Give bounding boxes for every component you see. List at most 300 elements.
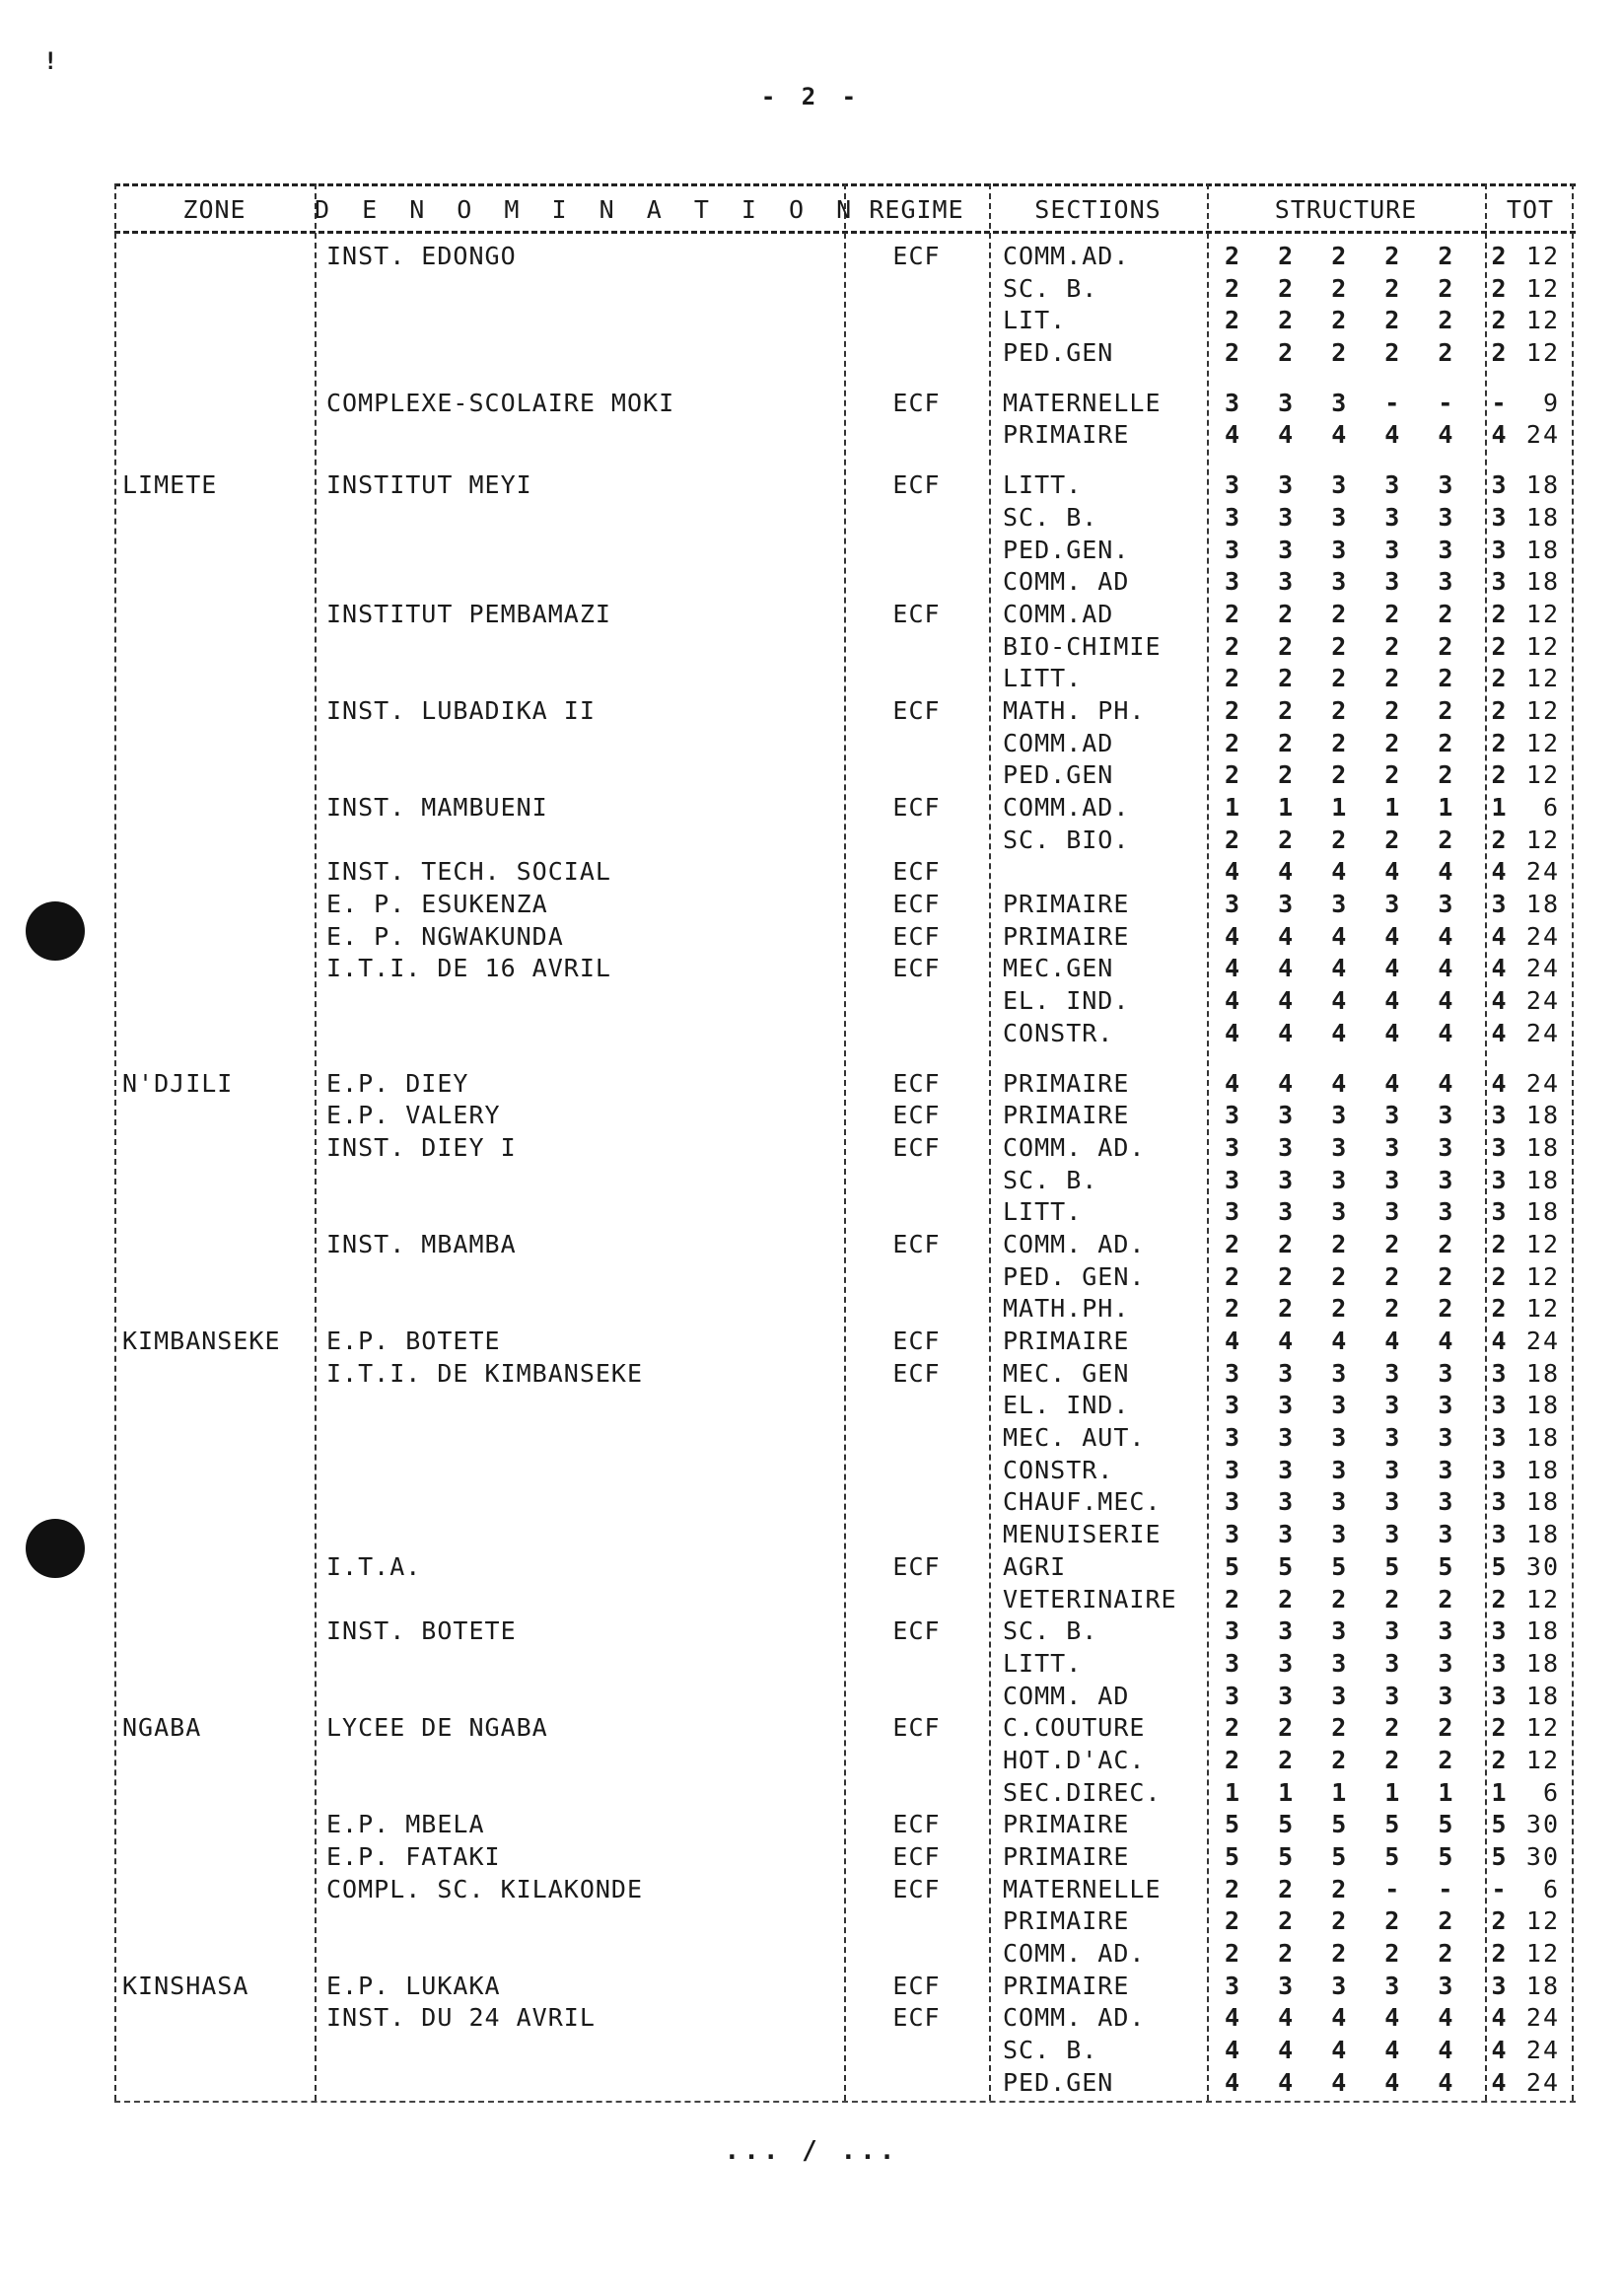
structure-cell: 3 3 3 3 3 3 (1225, 1132, 1518, 1162)
table-row (114, 631, 1576, 664)
section-cell: SC. B. (1003, 273, 1098, 303)
total-cell: 12 (1525, 728, 1560, 757)
denomination-cell: INSTITUT PEMBAMAZI (326, 599, 611, 628)
total-cell: 24 (1525, 2003, 1560, 2033)
denomination-cell (315, 502, 844, 535)
section-cell: COMM. AD (1003, 1681, 1130, 1710)
punch-hole-upper (26, 901, 85, 961)
total-cell: 18 (1525, 567, 1560, 597)
regime-cell: ECF (892, 1616, 941, 1646)
zone-cell (114, 1358, 315, 1391)
total-cell: 24 (1525, 2067, 1560, 2097)
structure-cell: 4 4 4 4 4 4 (1225, 2067, 1518, 2097)
section-cell: MATH. PH. (1003, 695, 1146, 725)
regime-cell: ECF (892, 921, 941, 951)
total-cell: 24 (1525, 921, 1560, 951)
header-denomination: D E N O M I N A T I O N (315, 194, 861, 224)
total-cell: 12 (1525, 306, 1560, 335)
structure-cell: 4 4 4 4 4 4 (1225, 857, 1518, 887)
total-cell: 24 (1525, 857, 1560, 887)
section-cell: SC. B. (1003, 2036, 1098, 2065)
zone-cell (114, 631, 315, 664)
zone-cell (114, 1584, 315, 1616)
regime-cell (844, 305, 989, 337)
zone-cell (114, 921, 315, 954)
denomination-cell: INST. LUBADIKA II (326, 695, 596, 725)
section-cell: COMM.AD (1003, 599, 1114, 628)
zone-cell (114, 1841, 315, 1874)
table-row (114, 953, 1576, 985)
denomination-cell (315, 728, 844, 760)
table-row (114, 1132, 1576, 1165)
total-cell: 18 (1525, 1648, 1560, 1678)
total-cell: 18 (1525, 1423, 1560, 1453)
regime-cell (844, 1519, 989, 1551)
regime-cell (844, 1455, 989, 1487)
table-row (114, 1165, 1576, 1197)
structure-cell: 3 3 3 3 3 3 (1225, 1197, 1518, 1227)
zone-cell (114, 663, 315, 695)
denomination-cell (315, 1165, 844, 1197)
regime-cell (844, 1745, 989, 1777)
section-cell: COMM.AD. (1003, 793, 1130, 822)
table-row (114, 1293, 1576, 1326)
denomination-cell: INSTITUT MEYI (326, 470, 532, 500)
denomination-cell (315, 419, 844, 452)
total-cell: 12 (1525, 242, 1560, 270)
section-cell: PRIMAIRE (1003, 1101, 1130, 1130)
structure-cell: 5 5 5 5 5 5 (1225, 1810, 1518, 1839)
denomination-cell: E.P. MBELA (326, 1810, 485, 1839)
section-cell (989, 856, 1207, 889)
denomination-cell: E.P. LUKAKA (326, 1971, 501, 2000)
total-cell: 18 (1525, 1132, 1560, 1162)
denomination-cell (315, 1681, 844, 1713)
regime-cell (844, 1777, 989, 1810)
denomination-cell: E.P. FATAKI (326, 1842, 501, 1871)
structure-cell: 2 2 2 2 2 2 (1225, 1713, 1518, 1743)
section-cell: SEC.DIREC. (1003, 1777, 1162, 1807)
zone-cell (114, 273, 315, 306)
denomination-cell (315, 535, 844, 567)
structure-cell: 2 2 2 2 2 2 (1225, 631, 1518, 661)
regime-cell (844, 1584, 989, 1616)
section-cell: PED.GEN (1003, 338, 1114, 368)
section-cell: COMM. AD. (1003, 1132, 1146, 1162)
table-row (114, 1905, 1576, 1938)
table-row (114, 1196, 1576, 1229)
table-row (114, 502, 1576, 535)
regime-cell: ECF (892, 1551, 941, 1581)
total-cell: 18 (1525, 502, 1560, 532)
denomination-cell (315, 1261, 844, 1294)
section-cell: AGRI (1003, 1551, 1067, 1581)
zone-cell (114, 1486, 315, 1519)
zone-cell: LIMETE (122, 470, 218, 500)
table-row (114, 535, 1576, 567)
total-cell: 18 (1525, 1197, 1560, 1227)
table-row (114, 1648, 1576, 1681)
structure-cell: 2 2 2 2 2 2 (1225, 273, 1518, 303)
total-cell: 18 (1525, 890, 1560, 919)
total-cell: 18 (1525, 1681, 1560, 1710)
zone-cell (114, 1519, 315, 1551)
structure-cell: 2 2 2 2 2 2 (1225, 599, 1518, 628)
section-cell: PRIMAIRE (1003, 890, 1130, 919)
denomination-cell (315, 566, 844, 599)
section-cell: COMM.AD (1003, 728, 1114, 757)
zone-cell (114, 241, 315, 273)
regime-cell (844, 273, 989, 306)
denomination-cell: E. P. ESUKENZA (326, 890, 548, 919)
structure-cell: 2 2 2 2 2 2 (1225, 1939, 1518, 1969)
regime-cell (844, 1261, 989, 1294)
denomination-cell (315, 2067, 844, 2100)
zone-cell: NGABA (122, 1713, 202, 1743)
regime-cell (844, 1905, 989, 1938)
zone-cell (114, 599, 315, 631)
denomination-cell: COMPLEXE-SCOLAIRE MOKI (326, 388, 675, 417)
denomination-cell (315, 1745, 844, 1777)
table-row (114, 337, 1576, 370)
structure-cell: 2 2 2 2 2 2 (1225, 728, 1518, 757)
section-cell: CONSTR. (1003, 1455, 1114, 1484)
zone-cell (114, 1132, 315, 1165)
section-cell: SC. B. (1003, 1616, 1098, 1646)
regime-cell: ECF (892, 242, 941, 270)
denomination-cell: INST. MBAMBA (326, 1229, 517, 1258)
structure-cell: 3 3 3 3 3 3 (1225, 1101, 1518, 1130)
structure-cell: 2 2 2 2 2 2 (1225, 338, 1518, 368)
structure-cell: 2 2 2 2 2 2 (1225, 664, 1518, 693)
zone-cell (114, 825, 315, 857)
total-cell: 12 (1525, 1294, 1560, 1324)
table-row (114, 1777, 1576, 1810)
structure-cell: 2 2 2 - - - (1225, 1874, 1518, 1903)
header-zone: ZONE (182, 194, 247, 224)
denomination-cell (315, 273, 844, 306)
total-cell: 6 (1542, 1874, 1560, 1903)
zone-cell (114, 1229, 315, 1261)
zone-cell (114, 1455, 315, 1487)
structure-cell: 3 3 3 3 3 3 (1225, 1423, 1518, 1453)
page-number: - 2 - (760, 83, 863, 110)
structure-cell: 2 2 2 2 2 2 (1225, 825, 1518, 854)
zone-cell (114, 856, 315, 889)
zone-cell (114, 1809, 315, 1841)
table-row (114, 1100, 1576, 1132)
zone-cell (114, 1938, 315, 1971)
regime-cell (844, 759, 989, 792)
total-cell: 6 (1542, 1777, 1560, 1807)
table-row (114, 2002, 1576, 2035)
regime-cell: ECF (892, 1101, 941, 1130)
structure-cell: 4 4 4 4 4 4 (1225, 420, 1518, 450)
section-cell: PED.GEN. (1003, 535, 1130, 564)
denomination-cell (315, 1938, 844, 1971)
total-cell: 18 (1525, 535, 1560, 564)
total-cell: 18 (1525, 1971, 1560, 2000)
total-cell: 12 (1525, 1906, 1560, 1936)
structure-cell: 3 3 3 3 3 3 (1225, 470, 1518, 500)
structure-cell: 4 4 4 4 4 4 (1225, 1327, 1518, 1355)
zone-cell: KIMBANSEKE (122, 1327, 281, 1355)
table-row (114, 728, 1576, 760)
section-cell: SC. B. (1003, 1165, 1098, 1194)
regime-cell (844, 1938, 989, 1971)
table-row (114, 1519, 1576, 1551)
table-row (114, 1358, 1576, 1391)
table-row (114, 759, 1576, 792)
table-row (114, 1938, 1576, 1971)
structure-cell: 2 2 2 2 2 2 (1225, 242, 1518, 270)
table-header (114, 187, 1576, 231)
header-structure: STRUCTURE (1274, 194, 1418, 224)
denomination-cell (315, 337, 844, 370)
total-cell: 30 (1525, 1842, 1560, 1871)
zone-cell (114, 2002, 315, 2035)
section-cell: MEC. GEN (1003, 1358, 1130, 1388)
section-cell: CONSTR. (1003, 1018, 1114, 1047)
section-cell: PRIMAIRE (1003, 1906, 1130, 1936)
table-row (114, 1486, 1576, 1519)
total-cell: 18 (1525, 1487, 1560, 1517)
total-cell: 18 (1525, 470, 1560, 500)
structure-cell: 5 5 5 5 5 5 (1225, 1842, 1518, 1871)
total-cell: 12 (1525, 631, 1560, 661)
structure-cell: 3 3 3 3 3 3 (1225, 1681, 1518, 1710)
table-row (114, 1841, 1576, 1874)
structure-cell: 3 3 3 3 3 3 (1225, 567, 1518, 597)
table-row (114, 2067, 1576, 2100)
zone-cell (114, 792, 315, 825)
denomination-cell (315, 2035, 844, 2067)
denomination-cell: E. P. NGWAKUNDA (326, 921, 564, 951)
total-cell: 12 (1525, 825, 1560, 854)
denomination-cell (315, 1293, 844, 1326)
regime-cell (844, 1681, 989, 1713)
total-cell: 12 (1525, 760, 1560, 790)
table-row (114, 695, 1576, 728)
section-cell: PRIMAIRE (1003, 1842, 1130, 1871)
structure-cell: 3 3 3 3 3 3 (1225, 1391, 1518, 1420)
structure-cell: 3 3 3 - - - (1225, 388, 1518, 417)
total-cell: 18 (1525, 1616, 1560, 1646)
table-body (114, 241, 1576, 2100)
regime-cell (844, 1196, 989, 1229)
denomination-cell: E.P. VALERY (326, 1101, 501, 1130)
denomination-cell (315, 1018, 844, 1050)
table-row (114, 792, 1576, 825)
denomination-cell: INST. EDONGO (326, 242, 517, 270)
structure-cell: 3 3 3 3 3 3 (1225, 890, 1518, 919)
zone-cell (114, 1100, 315, 1132)
regime-cell: ECF (892, 954, 941, 983)
structure-cell: 4 4 4 4 4 4 (1225, 954, 1518, 983)
regime-cell (844, 1486, 989, 1519)
structure-cell: 2 2 2 2 2 2 (1225, 1584, 1518, 1614)
section-cell: MENUISERIE (1003, 1520, 1162, 1549)
total-cell: 12 (1525, 1713, 1560, 1743)
denomination-cell: INST. BOTETE (326, 1616, 517, 1646)
zone-cell (114, 2067, 315, 2100)
denomination-cell (315, 1905, 844, 1938)
total-cell: 12 (1525, 1939, 1560, 1969)
denomination-cell (315, 1777, 844, 1810)
total-cell: 24 (1525, 1327, 1560, 1355)
denomination-cell: INST. TECH. SOCIAL (326, 857, 611, 887)
zone-cell (114, 695, 315, 728)
zone-cell (114, 388, 315, 420)
section-cell: LITT. (1003, 1648, 1083, 1678)
table-row (114, 985, 1576, 1018)
denomination-cell (315, 1519, 844, 1551)
structure-cell: 3 3 3 3 3 3 (1225, 1616, 1518, 1646)
table-row (114, 825, 1576, 857)
regime-cell: ECF (892, 1713, 941, 1743)
structure-cell: 3 3 3 3 3 3 (1225, 1648, 1518, 1678)
section-cell: SC. B. (1003, 502, 1098, 532)
header-sections: SECTIONS (1034, 194, 1162, 224)
regime-cell (844, 663, 989, 695)
structure-cell: 3 3 3 3 3 3 (1225, 502, 1518, 532)
total-cell: 12 (1525, 1584, 1560, 1614)
denomination-cell: INST. DU 24 AVRIL (326, 2003, 596, 2033)
regime-cell (844, 1165, 989, 1197)
table-row (114, 1681, 1576, 1713)
total-cell: 18 (1525, 1455, 1560, 1484)
total-cell: 18 (1525, 1101, 1560, 1130)
regime-cell (844, 2035, 989, 2067)
denomination-cell (315, 1648, 844, 1681)
structure-cell: 3 3 3 3 3 3 (1225, 1165, 1518, 1194)
table-row (114, 2035, 1576, 2067)
zone-cell (114, 1165, 315, 1197)
table-row (114, 469, 1576, 502)
zone-cell (114, 1018, 315, 1050)
table-row (114, 1455, 1576, 1487)
table-row (114, 273, 1576, 306)
zone-cell (114, 337, 315, 370)
total-cell: 18 (1525, 1391, 1560, 1420)
denomination-cell: I.T.I. DE 16 AVRIL (326, 954, 611, 983)
denomination-cell (315, 825, 844, 857)
table-bottom-rule (114, 2101, 1576, 2103)
table-row (114, 305, 1576, 337)
regime-cell (844, 825, 989, 857)
section-cell: PRIMAIRE (1003, 1810, 1130, 1839)
continued-marker: ... / ... (724, 2136, 899, 2166)
denomination-cell (315, 305, 844, 337)
zone-cell (114, 1745, 315, 1777)
section-cell: MATERNELLE (1003, 388, 1162, 417)
total-cell: 30 (1525, 1551, 1560, 1581)
zone-cell (114, 1615, 315, 1648)
table-row (114, 1390, 1576, 1422)
table-row (114, 1018, 1576, 1050)
section-cell: BIO-CHIMIE (1003, 631, 1162, 661)
structure-cell: 2 2 2 2 2 2 (1225, 306, 1518, 335)
total-cell: 12 (1525, 1745, 1560, 1774)
zone-cell: N'DJILI (122, 1068, 234, 1098)
zone-cell (114, 419, 315, 452)
total-cell: 18 (1525, 1165, 1560, 1194)
table-row (114, 419, 1576, 452)
total-cell: 24 (1525, 1018, 1560, 1047)
zone-cell (114, 1196, 315, 1229)
regime-cell: ECF (892, 1132, 941, 1162)
table-row (114, 1615, 1576, 1648)
table-row (114, 1422, 1576, 1455)
punch-hole-lower (26, 1519, 85, 1578)
zone-cell (114, 985, 315, 1018)
regime-cell (844, 337, 989, 370)
structure-cell: 4 4 4 4 4 4 (1225, 986, 1518, 1016)
header-tot: TOT (1506, 194, 1555, 224)
structure-cell: 2 2 2 2 2 2 (1225, 695, 1518, 725)
section-cell: MEC. AUT. (1003, 1423, 1146, 1453)
section-cell: PED. GEN. (1003, 1261, 1146, 1291)
denomination-cell (315, 759, 844, 792)
structure-cell: 4 4 4 4 4 4 (1225, 2036, 1518, 2065)
regime-cell (844, 1648, 989, 1681)
table-row (114, 921, 1576, 954)
zone-cell (114, 1777, 315, 1810)
regime-cell: ECF (892, 599, 941, 628)
regime-cell (844, 728, 989, 760)
denomination-cell: INST. DIEY I (326, 1132, 517, 1162)
section-cell: MEC.GEN (1003, 954, 1114, 983)
zone-cell (114, 1874, 315, 1906)
total-cell: 12 (1525, 338, 1560, 368)
regime-cell (844, 535, 989, 567)
total-cell: 12 (1525, 273, 1560, 303)
section-cell: PED.GEN (1003, 760, 1114, 790)
table-row (114, 1229, 1576, 1261)
table-row (114, 1809, 1576, 1841)
section-cell: PRIMAIRE (1003, 1327, 1130, 1355)
zone-cell (114, 502, 315, 535)
regime-cell: ECF (892, 470, 941, 500)
denomination-cell (315, 663, 844, 695)
total-cell: 24 (1525, 420, 1560, 450)
regime-cell: ECF (892, 793, 941, 822)
zone-cell (114, 1681, 315, 1713)
schools-table (114, 183, 1576, 2101)
structure-cell: 5 5 5 5 5 5 (1225, 1551, 1518, 1581)
table-row (114, 1584, 1576, 1616)
section-cell: CHAUF.MEC. (1003, 1487, 1162, 1517)
total-cell: 18 (1525, 1358, 1560, 1388)
section-cell: PRIMAIRE (1003, 420, 1130, 450)
denomination-cell (315, 1584, 844, 1616)
total-cell: 24 (1525, 986, 1560, 1016)
total-cell: 12 (1525, 695, 1560, 725)
regime-cell (844, 1422, 989, 1455)
zone-cell (114, 1261, 315, 1294)
structure-cell: 3 3 3 3 3 3 (1225, 1358, 1518, 1388)
regime-cell: ECF (892, 857, 941, 887)
table-row (114, 1971, 1576, 2003)
denomination-cell (315, 1196, 844, 1229)
section-cell: MATERNELLE (1003, 1874, 1162, 1903)
total-cell: 6 (1542, 793, 1560, 822)
total-cell: 24 (1525, 2036, 1560, 2065)
structure-cell: 2 2 2 2 2 2 (1225, 1745, 1518, 1774)
section-cell: SC. BIO. (1003, 825, 1130, 854)
structure-cell: 2 2 2 2 2 2 (1225, 760, 1518, 790)
regime-cell (844, 566, 989, 599)
